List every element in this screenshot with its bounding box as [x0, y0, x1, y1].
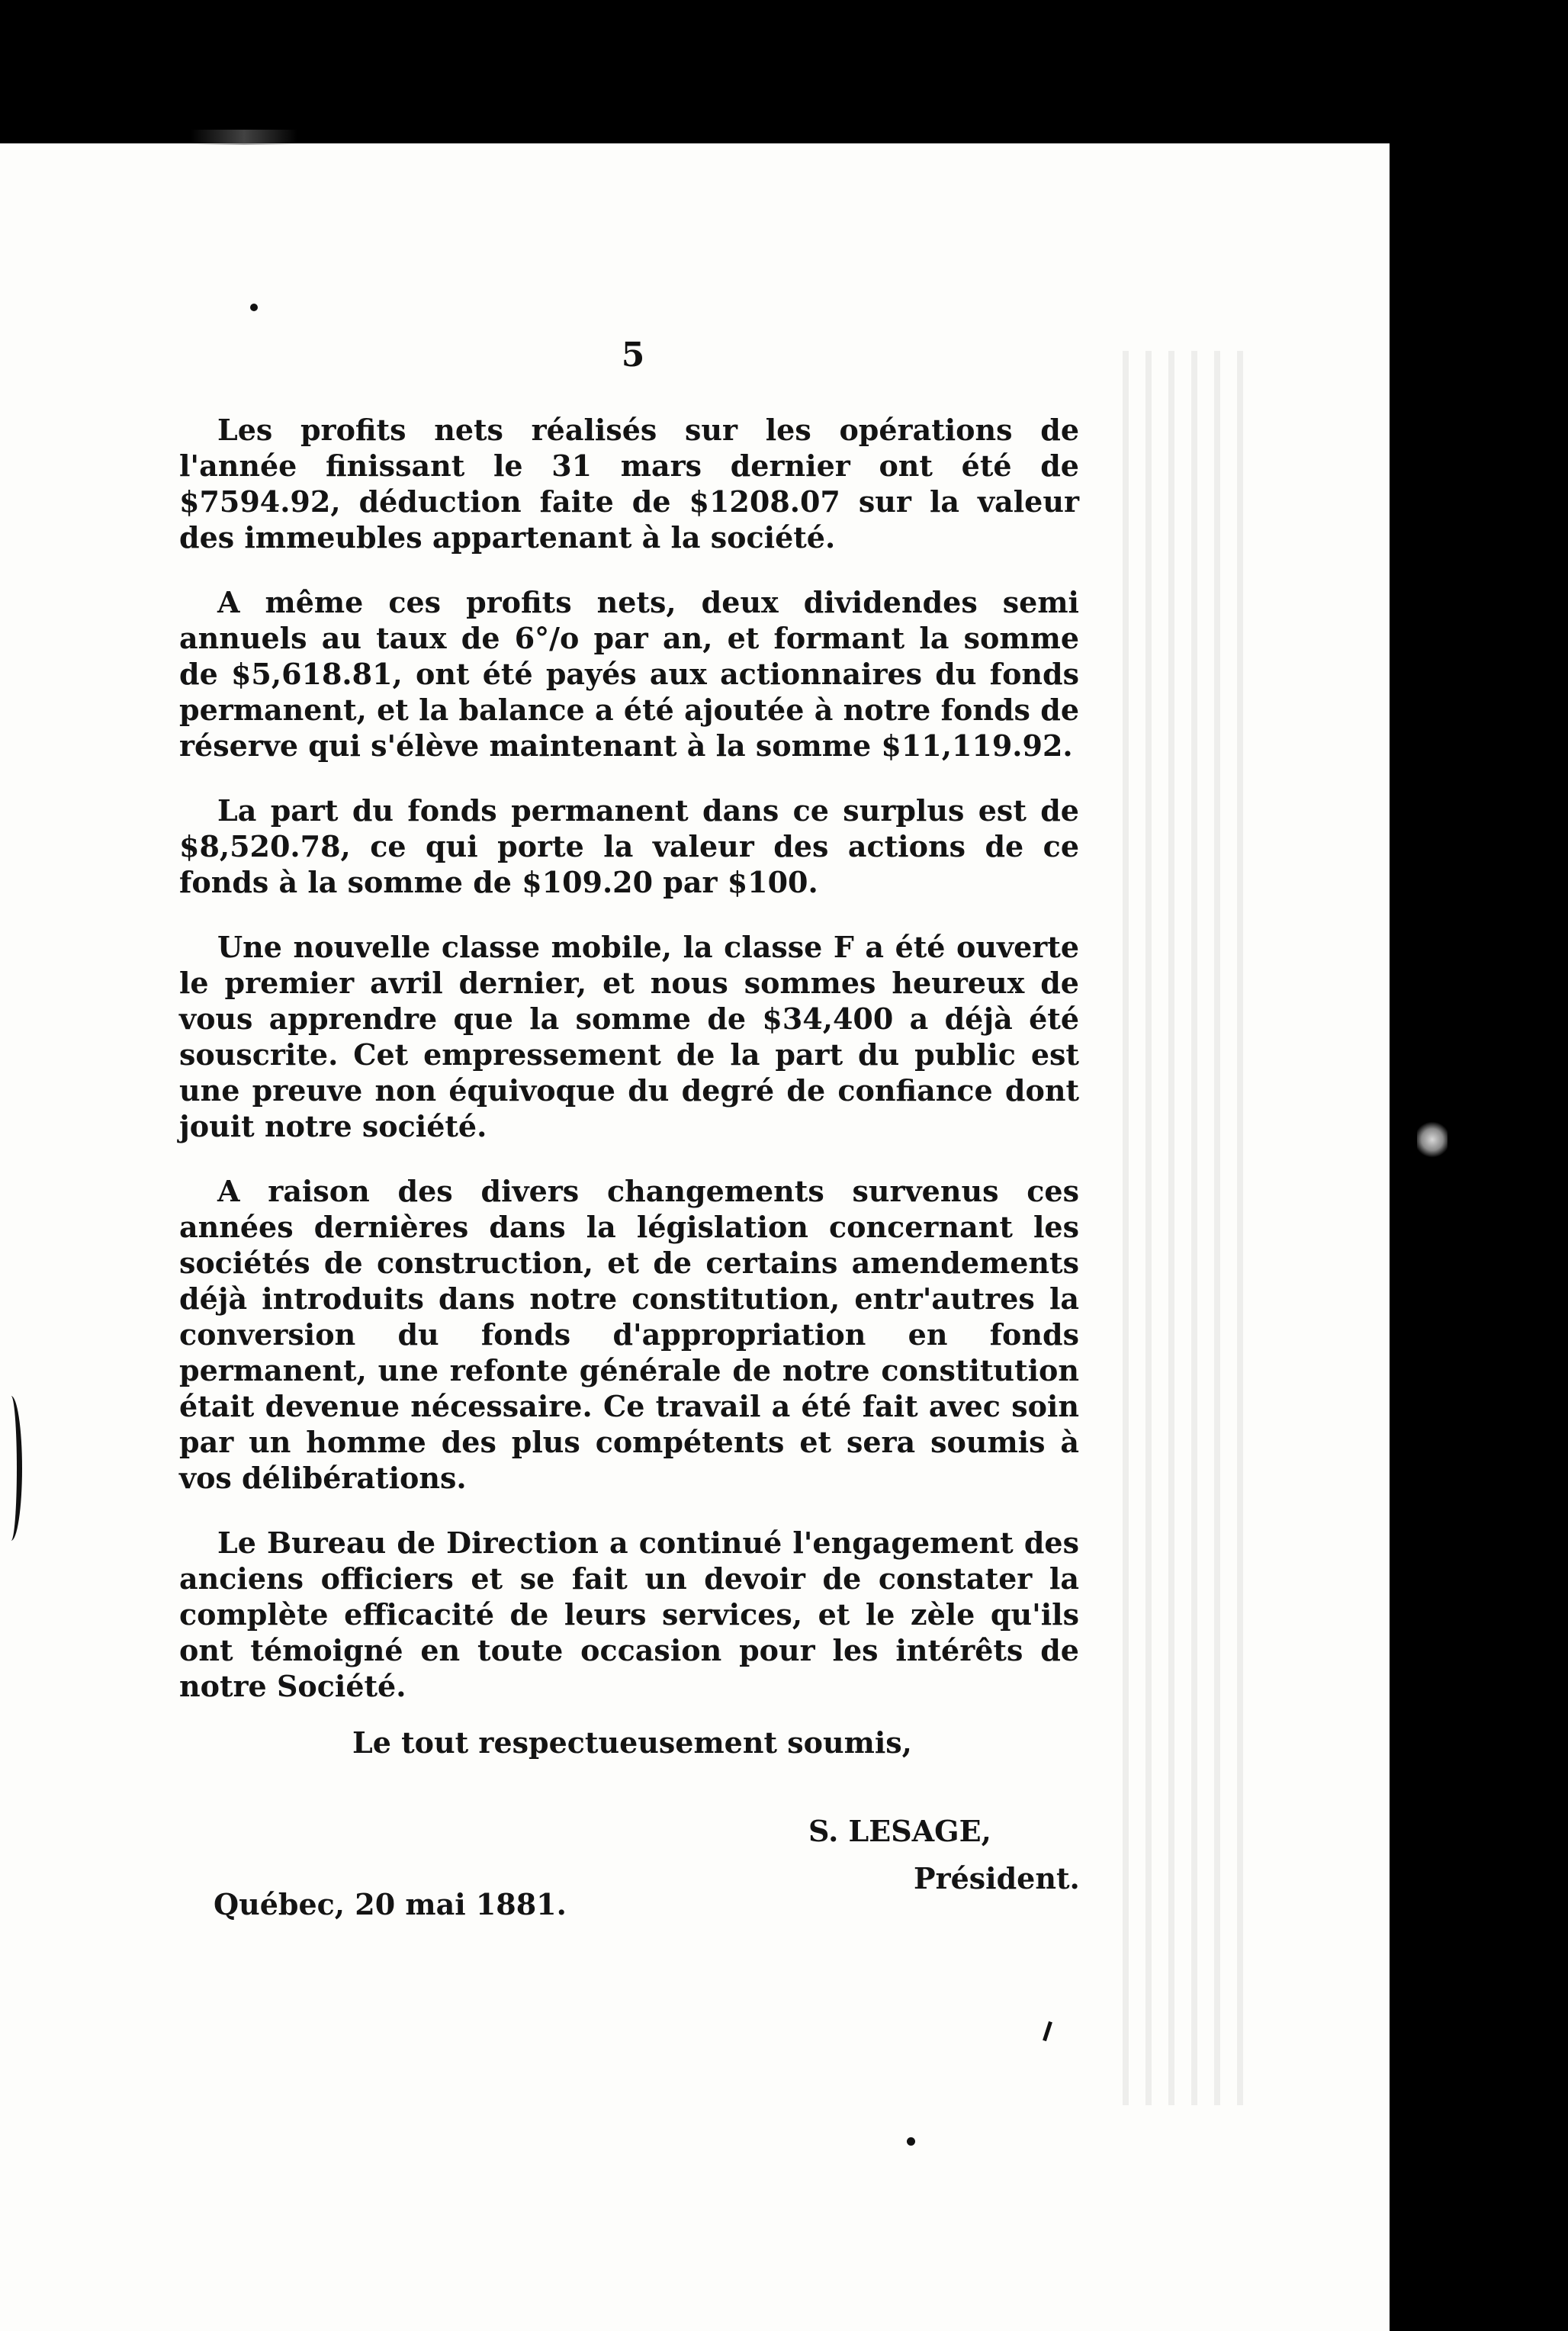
signer-name: S. LESAGE, [808, 1814, 991, 1848]
paragraph-profits: Les profits nets réalisés sur les opérations de l'année finissant le 31 mars dernier ont été de $7594.92, déduction faite de $1208.07 sur la valeur des immeubles appartenant à la société. [179, 413, 1079, 555]
ink-dot [250, 304, 258, 311]
closing-line: Le tout respectueusement soumis, [352, 1725, 912, 1760]
margin-bracket-mark [0, 1396, 22, 1541]
paragraph-constitution: A raison des divers changements survenus ces années dernières dans la législation concernant les sociétés de construction, et de certains amendements déjà introduits dans notre constitution, entr'autres la conversion du fonds d'appropriation en fonds permanent, une refonte générale de notre constitution était devenue nécessaire. Ce travail a été fait avec soin par un homme des plus compétents et sera soumis à vos délibérations. [179, 1174, 1079, 1495]
paragraph-permanent-fund: La part du fonds permanent dans ce surplus est de $8,520.78, ce qui porte la valeur des actions de ce fonds à la somme de $109.20 par $100. [179, 793, 1079, 899]
paragraph-officers: Le Bureau de Direction a continué l'engagement des anciens officiers et se fait un devoir de constater la complète efficacité de leurs services, et le zèle qu'ils ont témoigné en toute occasion pour les intérêts de notre Société. [179, 1526, 1079, 1703]
signer-title: Président. [914, 1861, 1080, 1895]
place-date: Québec, 20 mai 1881. [214, 1887, 567, 1921]
scan-speck [1417, 1121, 1448, 1158]
ink-dot [907, 2137, 915, 2146]
paragraph-class-f: Une nouvelle classe mobile, la classe F a été ouverte le premier avril dernier, et nous sommes heureux de vous apprendre que la somme de $34,400 a déjà été souscrite. Cet empressement de la part du public est une preuve non équivoque du degré de confiance dont jouit notre société. [179, 930, 1079, 1143]
paragraph-dividends: A même ces profits nets, deux dividendes semi annuels au taux de 6°/o par an, et formant la somme de $5,618.81, ont été payés aux actionnaires du fonds permanent, et la balance a été ajoutée à notre fonds de réserve qui s'élève maintenant à la somme $11,119.92. [179, 585, 1079, 763]
scan-smudge [191, 130, 297, 145]
report-body [179, 412, 1079, 1733]
show-through-text [1106, 351, 1251, 2105]
page-number: 5 [621, 336, 645, 375]
